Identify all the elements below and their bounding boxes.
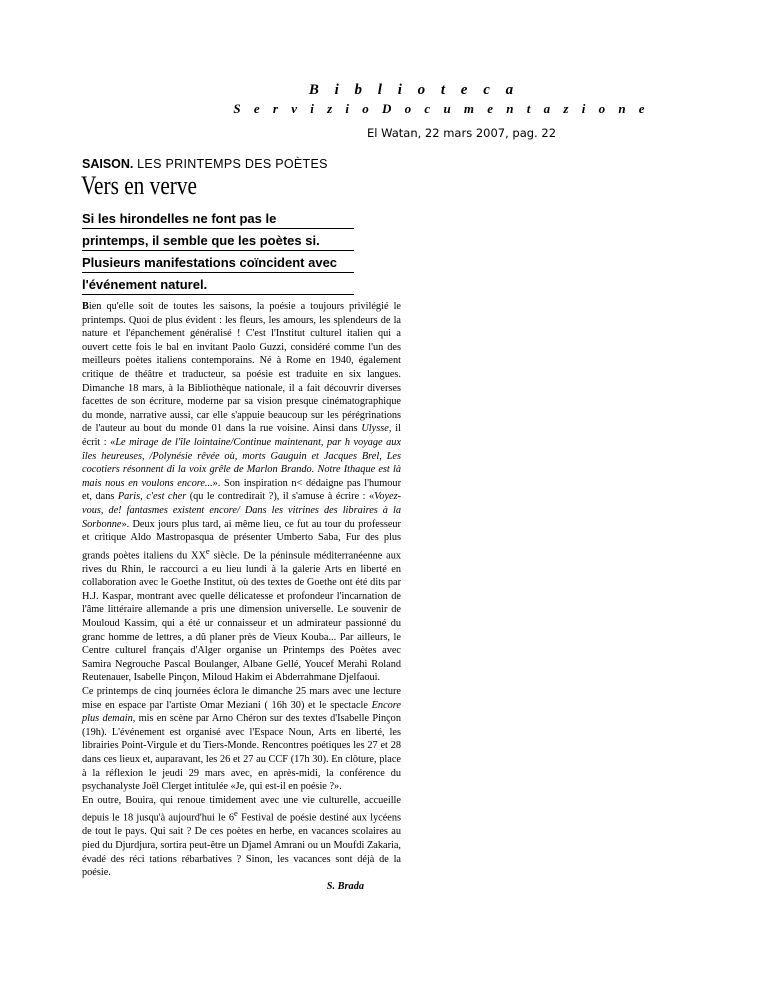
- text-run: ». Son inspiration n< dédaigne pas l'humour et, dans: [82, 477, 401, 503]
- article-lead: [82, 210, 354, 298]
- lead-line: Plusieurs manifestations coïncident avec: [82, 254, 354, 273]
- article-title: Vers en verve: [81, 171, 198, 200]
- lead-line: l'événement naturel.: [82, 276, 354, 295]
- poem-quote: Voyez-vous, de! fantasmes existent encore/ Dans les vitrines des libraires à la Sorbonne: [82, 491, 402, 530]
- show-title: Encore plus demain,: [82, 699, 401, 725]
- library-title: B i b l i o t e c a: [308, 82, 520, 98]
- source-citation: El Watan, 22 mars 2007, pag. 22: [366, 126, 557, 140]
- text-run: siècle. De la péninsule méditerranéenne aux rives du Rhin, le raccourci a eu lieu lundi à la galerie Arts en liberté en collaboration avec le Goethe Institut, où des textes de Goethe ont été dits par H.J. Kaspar, montrant avec quelle délicatesse et profondeur l'incarnation de l'âme littéraire allemande a pris une dimension universelle. Le souvenir de Mouloud Kassim, qui a été ur connaisseur et un admirateur passionné du granc homme de lettres, a dû planer près de Vieux Kouba... Par ailleurs, le Centre culturel français d'Alger organise un Printemps des Poètes avec Samira Negrouche Pascal Boulanger, Albane Gellé, Youcef Merahi Roland Reutenauer, Isabelle Pinçon, Miloud Hakim ei Abderrahmane Djelfaoui.: [82, 550, 401, 684]
- text-run: Festival de poésie destiné aux lycéens de tout le pays. Qui sait ? De ces poètes en herbe, en vacances scolaires au pied du Djurdjura, sortira peut-être un Djamel Amrani ou un Moufdi Zakaria, évadé des réci tations rébarbatives ? Sinon, les vacances sont déjà de la poésie.: [82, 812, 402, 879]
- text-run: Ce printemps de cinq journées éclora le dimanche 25 mars avec une lecture mise en espace par l'artiste Omar Meziani ( 16h 30) et le spectacle: [82, 686, 401, 711]
- article-body: [82, 300, 401, 893]
- paragraph: [82, 300, 401, 685]
- book-title: Ulysse,: [361, 423, 392, 435]
- rubric-text: LES PRINTEMPS DES POÈTES: [133, 157, 328, 171]
- lead-line: Si les hirondelles ne font pas le: [82, 210, 354, 229]
- text-run: mis en scène par Arno Chéron sur des textes d'Isabelle Pinçon (19h). L'événement est organisé avec l'Espace Noun, Arts en liberté, les librairies Point-Virgule et du Tiers-Monde. Rencontres poétiques les 27 et 28 dans ces lieux et, auparavant, les 26 et 27 au CCF (17h 30). En clôture, place à la réflexion le jeudi 29 mars avec, en après-midi, la conférence du psychanalyste Joël Clerget intitulée «Je, qui est-il en poésie ?».: [82, 713, 401, 793]
- text-run: ien qu'elle soit de toutes les saisons, la poésie a toujours privilégié le printemps. Quoi de plus évident : les fleurs, les amours, les splendeurs de la nature et l'épanchement généralisé ! C'est l'Institut culturel italien qui a ouvert cette fois le bal en invitant Paolo Guzzi, considéré comme l'un des meilleurs poètes italiens contemporains. Né à Rome en 1940, également critique de théâtre et traducteur, sa poésie est traduite en six langues. Dimanche 18 mars, à la Bibliothèque nationale, il a fait découvrir diverses facettes de son écriture, moderne par sa vision presque cinématographique du monde, narrative aussi, car elle s'appuie beaucoup sur les pérégrinations de l'auteur au bout du monde 01 dans la rue voisine. Ainsi dans: [82, 301, 401, 435]
- paragraph: [82, 685, 401, 794]
- service-subtitle: S e r v i z i o D o c u m e n t a z i o n e: [233, 101, 650, 116]
- superscript: e: [234, 808, 238, 819]
- article-rubric: [82, 157, 328, 171]
- text-run: ». Deux jours plus tard, ai même lieu, ce fut au tour du professeur et critique Aldo Mastropasqua de présenter Umberto Saba, Fur des plus grands poètes italiens du XX: [82, 518, 401, 562]
- paragraph: [82, 794, 401, 880]
- text-run: il écrit : «: [82, 423, 401, 448]
- text-run: En outre, Bouira, qui renoue timidement avec une vie culturelle, accueille depuis le 18 jusqu'à aujourd'hui le 6: [82, 794, 401, 824]
- book-title: Paris, c'est cher: [117, 491, 187, 503]
- drop-cap: B: [82, 301, 89, 312]
- author-signature: S. Brada: [326, 880, 364, 892]
- superscript: e: [205, 545, 210, 556]
- rubric-label: SAISON.: [82, 157, 134, 171]
- poem-quote: Le mirage de l'île lointaine/Continue maintenant, par h voyage aux îles heureuses, /Polynésie rêvée où, morts Gauguin et Jacques Brel, Les cocotiers résonnent di la voix grêle de Marlon Brando. Notre Ithaque est là mais nous en voulons encore...: [82, 436, 401, 489]
- lead-line: printemps, il semble que les poètes si.: [82, 232, 354, 251]
- text-run: (qu le contredirait ?), il s'amuse à écrire : «: [186, 491, 375, 503]
